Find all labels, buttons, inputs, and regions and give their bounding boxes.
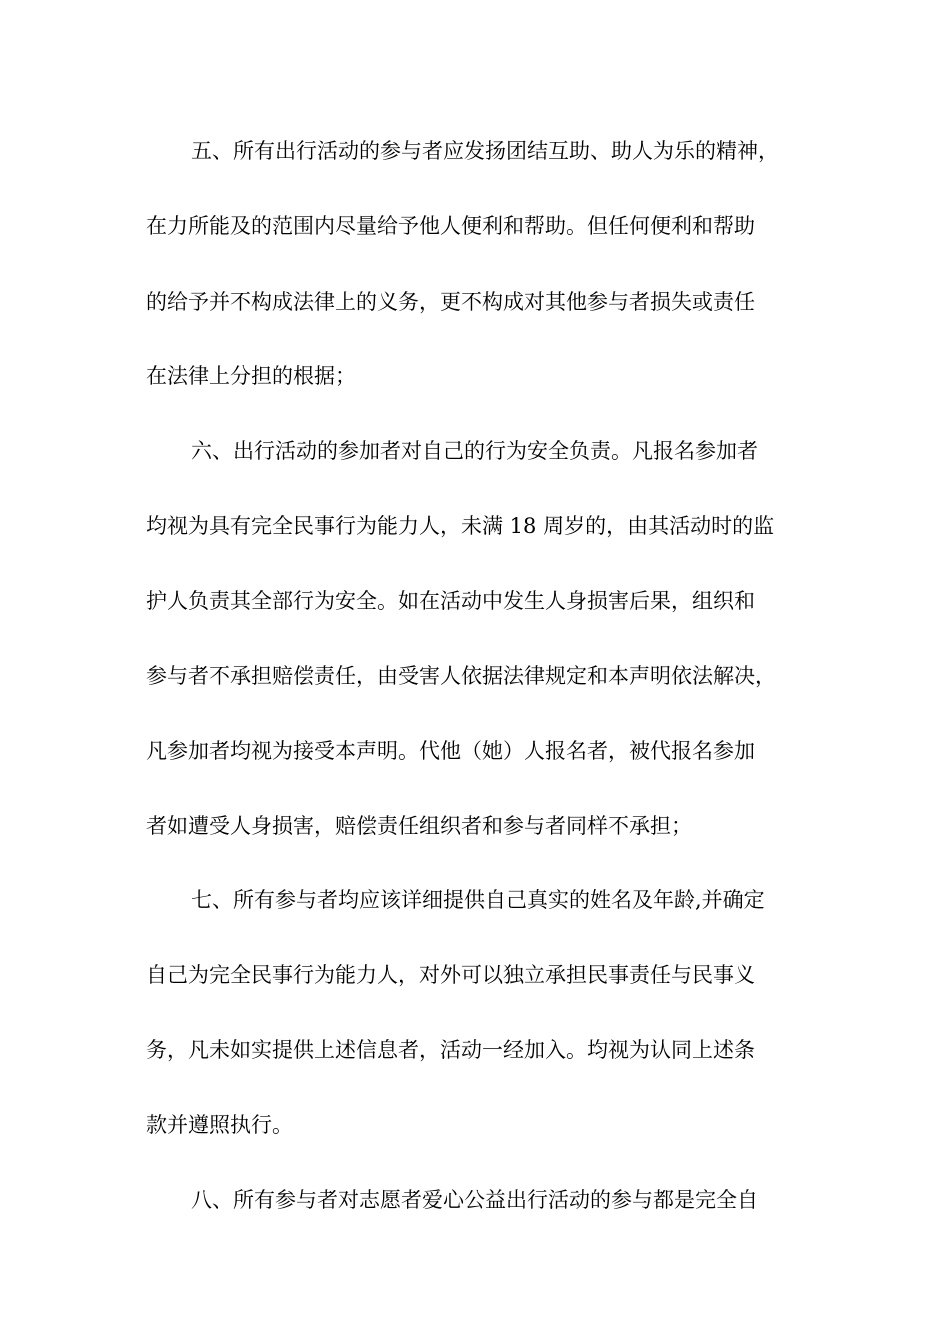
paragraph-5-line-1: 五、所有出行活动的参与者应发扬团结互助、助人为乐的精神，: [191, 139, 779, 163]
paragraph-7-line-4: 款并遵照执行。: [146, 1113, 293, 1137]
paragraph-6-line-3: 护人负责其全部行为安全。如在活动中发生人身损害后果，组织和: [146, 589, 755, 613]
paragraph-6-line-6: 者如遭受人身损害，赔偿责任组织者和参与者同样不承担；: [146, 814, 692, 838]
paragraph-6-line-4: 参与者不承担赔偿责任，由受害人依据法律规定和本声明依法解决，: [146, 664, 776, 688]
paragraph-7-line-1: 七、所有参与者均应该详细提供自己真实的姓名及年龄,并确定: [191, 888, 765, 912]
paragraph-6-line-5: 凡参加者均视为接受本声明。代他（她）人报名者，被代报名参加: [146, 739, 755, 763]
paragraph-5-line-3: 的给予并不构成法律上的义务，更不构成对其他参与者损失或责任: [146, 290, 755, 314]
paragraph-7-line-3: 务，凡未如实提供上述信息者，活动一经加入。均视为认同上述条: [146, 1038, 755, 1062]
paragraph-6-line-2: 均视为具有完全民事行为能力人，未满 18 周岁的，由其活动时的监: [146, 514, 775, 538]
paragraph-8-line-1: 八、所有参与者对志愿者爱心公益出行活动的参与都是完全自: [191, 1188, 758, 1212]
paragraph-5-line-4: 在法律上分担的根据；: [146, 364, 356, 388]
paragraph-6-line-1: 六、出行活动的参加者对自己的行为安全负责。凡报名参加者: [191, 439, 758, 463]
paragraph-7-line-2: 自己为完全民事行为能力人，对外可以独立承担民事责任与民事义: [146, 963, 755, 987]
paragraph-5-line-2: 在力所能及的范围内尽量给予他人便利和帮助。但任何便利和帮助: [146, 214, 755, 238]
